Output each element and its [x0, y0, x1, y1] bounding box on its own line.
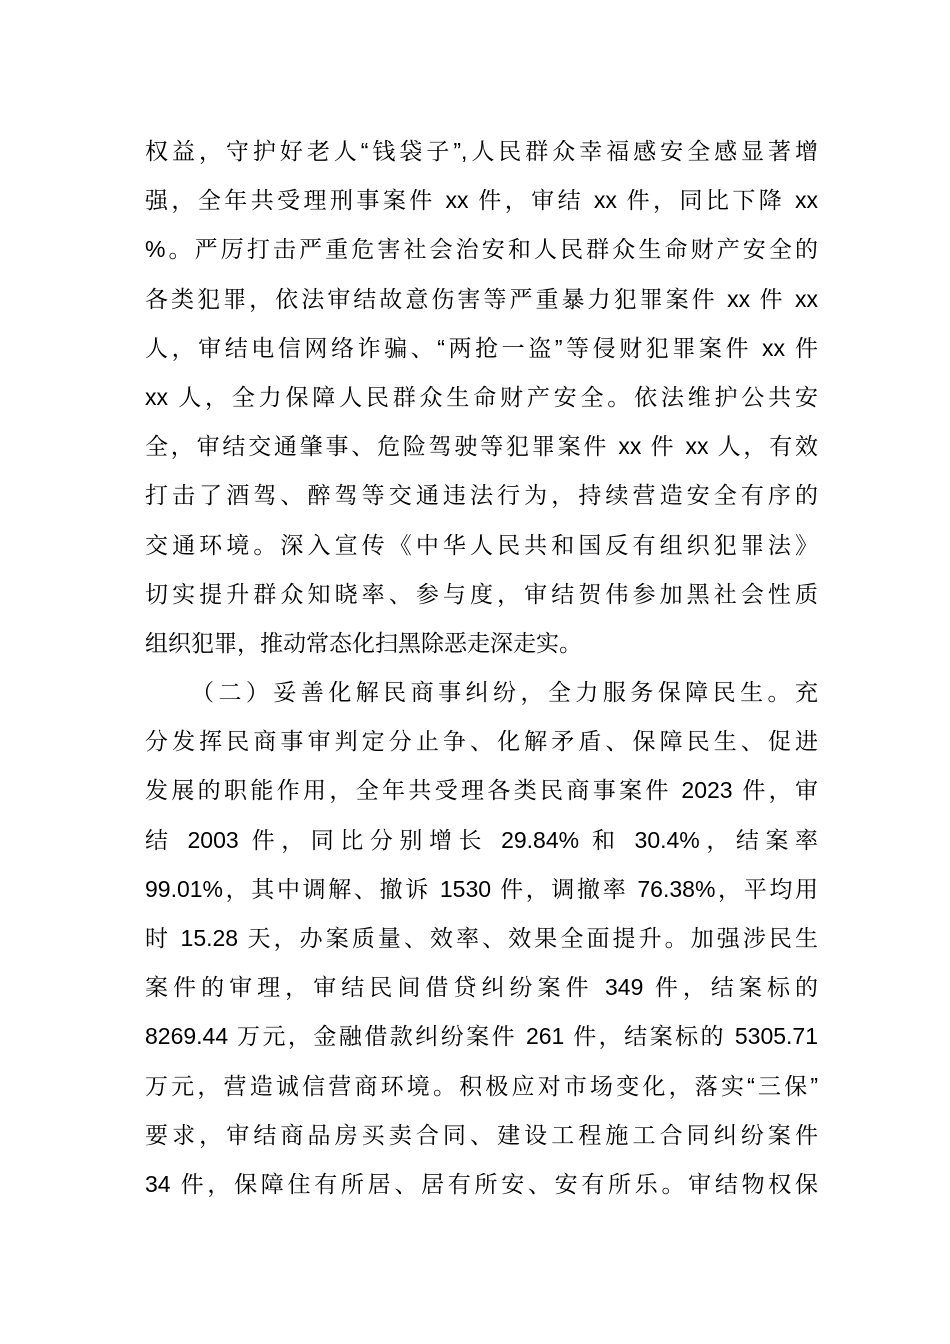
text-line: 交通环境。深入宣传《中华人民共和国反有组织犯罪法》: [145, 531, 818, 558]
text-line: 8269.44 万元，金融借款纠纷案件 261 件，结案标的 5305.71: [145, 1023, 818, 1050]
text-line: %。严厉打击严重危害社会治安和人民群众生命财产安全的: [145, 236, 818, 263]
text-line: 人，审结电信网络诈骗、“两抢一盗”等侵财犯罪案件 xx 件: [145, 334, 818, 361]
text-line: 时 15.28 天，办案质量、效率、效果全面提升。加强涉民生: [145, 925, 818, 951]
text-line: 分发挥民商事审判定分止争、化解矛盾、保障民生、促进: [145, 728, 818, 755]
text-line: 34 件，保障住有所居、居有所安、安有所乐。审结物权保: [145, 1170, 818, 1197]
text-line: 各类犯罪，依法审结故意伤害等严重暴力犯罪案件 xx 件 xx: [145, 285, 818, 312]
text-line-paragraph-start: （二）妥善化解民商事纠纷，全力服务保障民生。充: [191, 679, 818, 706]
text-line: 要求，审结商品房买卖合同、建设工程施工合同纠纷案件: [145, 1121, 818, 1148]
text-line: xx 人，全力保障人民群众生命财产安全。依法维护公共安: [145, 383, 818, 410]
text-line-paragraph-end: 组织犯罪，推动常态化扫黑除恶走深走实。: [145, 629, 582, 656]
text-line: 结 2003 件，同比分别增长 29.84% 和 30.4%，结案率: [145, 826, 818, 853]
text-line: 99.01%，其中调解、撤诉 1530 件，调撤率 76.38%，平均用: [145, 875, 818, 902]
document-text-block: [145, 127, 818, 1209]
text-line: 强，全年共受理刑事案件 xx 件，审结 xx 件，同比下降 xx: [145, 187, 818, 214]
text-line: 全，审结交通肇事、危险驾驶等犯罪案件 xx 件 xx 人，有效: [145, 433, 818, 460]
text-line: 切实提升群众知晓率、参与度，审结贺伟参加黑社会性质: [145, 580, 818, 607]
text-line: 案件的审理，审结民间借贷纠纷案件 349 件，结案标的: [145, 974, 818, 1001]
text-line: 发展的职能作用，全年共受理各类民商事案件 2023 件，审: [145, 777, 818, 804]
text-line: 权益，守护好老人“钱袋子”,人民群众幸福感安全感显著增: [145, 138, 818, 164]
text-line: 打击了酒驾、醉驾等交通违法行为，持续营造安全有序的: [145, 482, 818, 509]
text-line: 万元，营造诚信营商环境。积极应对市场变化，落实“三保”: [145, 1072, 818, 1099]
